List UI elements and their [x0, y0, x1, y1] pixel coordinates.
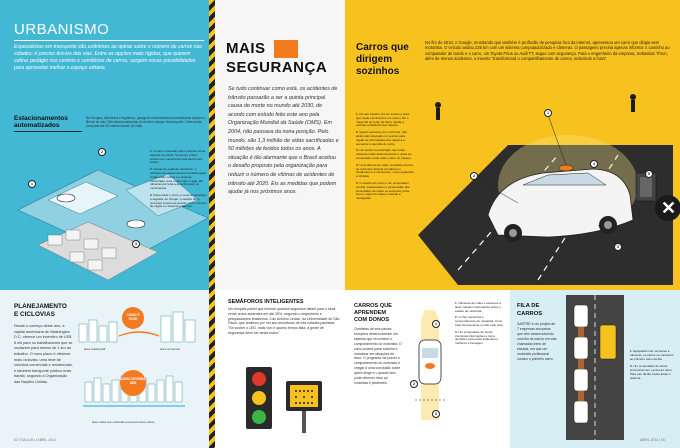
carros-marker-5: 5 [645, 170, 653, 178]
aprendem-step-3-text: Um computador de bordo interpreta informações e toma decisões para evitar acidentes e melhorar a frenagem. [455, 329, 499, 346]
carros-marker-1: 1 [544, 109, 552, 117]
fila-step-2-number: 2 [630, 364, 632, 369]
parking-title: Estacionamentos automatizados [14, 115, 68, 129]
seguranca-title-line1: MAIS [226, 40, 266, 57]
carros-intro: No fim de 2010, o Google, mostrando que também é profissão de pesquisa fora da internet, apresentou um carro que dirigia sem motorista. O veículo andou 225 km com um sistema computadorizado e câmeras. O passageiro precisa apenas informar o caminho ao computador de bordo e o carro, um Toyota Prius ou Audi TT, segue com segurança. Para o engenheiro da empresa, Sebastian Thrun, além de menos acidentes, o invento "transformará o compartilhamento de carros, reduzindo a frota". [425, 40, 670, 62]
parking-step-3-number: 3 [150, 192, 152, 197]
parking-step-2-number: 2 [150, 167, 152, 172]
aprendem-title-line3: COM DONOS [354, 317, 390, 323]
carros-step-5-number: 5 [356, 180, 358, 185]
aprendem-marker-2: 2 [410, 380, 418, 388]
carros-step-2-text: Quatro sensores (um na frente, três atrás) são colocados no veículo para captar as informações dos radares e aumentar a atenção do carro. [356, 130, 407, 146]
fila-step-2: 2. Um computador de bordo sincroniza com o primeiro carro. Para sair da fila, basta ativar o sistema. [630, 364, 673, 380]
close-icon: ✕ [661, 198, 677, 218]
carros-marker-3: 3 [614, 243, 622, 251]
fila-step-2-text: Um computador de bordo sincroniza com o primeiro carro. Para sair da fila, basta ativar o sistema. [630, 364, 673, 380]
carros-title-line2: dirigem [356, 54, 393, 65]
learning-car-illustration [405, 300, 455, 440]
aprendem-step-1-number: 1 [455, 301, 457, 305]
aprendem-step-1-text: Câmeras de vídeo e sensores a laser coletam informações sobre o estado do motorista. [455, 301, 501, 313]
fila-steps [630, 350, 674, 381]
folio-left: 52 | GALILEU | ABRIL 2014 [14, 438, 56, 442]
parking-marker-2: 2 [98, 148, 106, 156]
fila-step-1: 1. Equipados com sensores e câmeras, os carros se conectam ao primeiro carro da fila. [630, 349, 674, 361]
seguranca-body: Se tudo continuar como está, os acidentes de trânsito passarão a ser a quinta principal causa de morte no mundo até 2030, de acordo com estudo feito este ano pela Organização Mundial da Saúde (OMS). Em 2004, não passava da nona posição. Pelo mundo, são 1,3 milhão de vidas sacrificadas e 50 milhões de feridos todos os anos. A situação é tão alarmante que o Brasil aceitou o desafio proposto pela organização para reduzir o número de vítimas de acidentes de trânsito até 2020. Eis as medidas que podem ajudar já nos próximos anos. [228, 86, 339, 196]
zone-mista: área mista com ciclovias para percursos curtos [92, 420, 155, 424]
carros-title-line3: sozinhos [356, 66, 400, 77]
parking-text: Na Hungria, Alemanha e Inglaterra, garagens subterrâneas automatizadas ajudam a liberar as vias. São estacionamentos do mínimo espaço desocupado. Cada andar comporta até 28 metros abaixo do chão. [86, 116, 206, 129]
carros-step-5-text: O cérebro do carro é um computador central, posicionado no porta-malas. Ele junta dados de todos os sensores, junta com o mapa do trajeto e decide a navegação. [356, 180, 410, 201]
city-planning-illustration [75, 310, 207, 430]
aprendem-step-2: 2. O chip memoriza o comportamento do motorista, como frear bruscamente ou não usar seta. [455, 315, 504, 327]
aprendem-title-line2: APRENDEM [354, 310, 387, 316]
carros-step-5: 5. O cérebro do carro é um computador central, posicionado no porta-malas. Ele junta dados de todos os sensores, junta com o mapa do trajeto e decide a navegação. [356, 180, 410, 201]
fila-title-line1: FILA DE [517, 303, 540, 309]
parking-steps [150, 150, 207, 209]
aprendem-title-line1: CARROS QUE [354, 303, 392, 309]
zone-residencial: área residencial [84, 347, 106, 351]
carros-step-4-number: 4 [356, 162, 358, 167]
folio-right: ABRIL 2014 | 53 [640, 438, 665, 442]
parking-title-rule [14, 131, 82, 132]
urbanismo-intro: Especialistas em transporte são unânimes ao opinar sobre o número de carros nas cidades: é preciso tirá-los das vias. Entre as opções mais rígidas, que querem cobrar pedágio nos centros e cemitérios de carros, surgem novas possibilidades para aproveitar melhor o espaço urbano. [14, 44, 202, 71]
urbanismo-title: URBANISMO [14, 21, 110, 38]
semaforos-body: Um simples painel que informe quantos segundos faltam para o sinal verde reduz acidentes em até 25%, segundo o engenheiro e pesquisadores brasileiros. Luiz Antônio Lindau, da Universidade de São Paulo, que analisou por um ano semáforos de três cidades paulistas. "Se souber o LED, mais vivo e quanto tempo falta, a gente de segurança deve ser ainda maior." [228, 307, 340, 335]
carros-step-4: 4. Uma câmera de vídeo montada próxima ao retrovisor detecta semáforos e obstáculos em movimento, como pedestres e ciclistas. [356, 162, 414, 179]
carros-step-3-number: 3 [356, 148, 358, 153]
carros-step-2: 2. Quatro sensores (um na frente, três atrás) são colocados no veículo para captar as informações dos radares e aumentar a atenção do carro. [356, 130, 407, 146]
urbanismo-rule [14, 40, 204, 41]
label-como-e-hoje: COMO É HOJE [122, 307, 144, 329]
carros-title-line1: Carros que [356, 42, 409, 53]
aprendem-step-3: 3. Um computador de bordo interpreta informações e toma decisões para evitar acidentes e melhorar a frenagem. [455, 329, 499, 346]
parking-step-3: 3. Para retirar o carro, a mesma estratégia é seguida. Ao chegar, o usuário faz o processo inverso de acordo com o número de vagas e o sistema o devolve. [150, 192, 207, 209]
car-platoon-illustration [560, 295, 630, 440]
parking-step-2: 2. Depois do cadastro eletrônico, o software de estacionamento analisa quais locais estão vazios e o sistema, motorizado, leva o carro até a vaga. Há câmeras por toda a área filmando os movimentos. [150, 167, 206, 191]
carros-step-4-text: Uma câmera de vídeo montada próxima ao retrovisor detecta semáforos e obstáculos em movimento, como pedestres e ciclistas. [356, 162, 414, 179]
fila-step-1-text: Equipados com sensores e câmeras, os carros se conectam ao primeiro carro da fila. [630, 349, 674, 361]
label-como-deveria-ser: COMO DEVERIA SER [120, 370, 146, 396]
aprendem-steps [455, 302, 505, 346]
aprendem-marker-3: 3 [432, 410, 440, 418]
parking-step-1: 1. O carro é deixado pelo motorista numa espécie de estufa. Sensores a laser avisam se o automóvel está dentro dos limites. [150, 149, 206, 165]
parking-marker-3: 3 [132, 240, 140, 248]
carros-marker-2: 2 [470, 172, 478, 180]
parking-step-3-text: Para retirar o carro, a mesma estratégia é seguida. Ao chegar, o usuário faz o processo inverso de acordo com o número de vagas e o sistema o devolve. [150, 192, 207, 209]
parking-step-2-text: Depois do cadastro eletrônico, o software de estacionamento analisa quais locais estão vazios e o sistema, motorizado, leva o carro até a vaga. Há câmeras por toda a área filmando os movimentos. [150, 167, 206, 191]
seguranca-title-line2: SEGURANÇA [226, 59, 328, 76]
aprendem-body: Cientistas de seis países europeus desenvolveram um sistema que reconhece o comportamento do motorista. O carro poderá parar sozinho e manobrar em situações de risco. O programa vai prever o comportamento do motorista e chegar a uma conclusão sobre quem dirige e o quanto isso pode oferecer risco ao motorista e pedestres. [354, 327, 402, 385]
parking-step-1-text: O carro é deixado pelo motorista numa espécie de estufa. Sensores a laser avisam se o automóvel está dentro dos limites. [150, 149, 206, 165]
parking-marker-1: 1 [28, 180, 36, 188]
aprendem-marker-1: 1 [432, 320, 440, 328]
carros-steps [356, 113, 414, 201]
carros-step-3: 3. Um sensor mecanizado nas rodas traseiras mede deslocamentos e avisa ao computador onde está o carro no espaço. [356, 148, 412, 160]
traffic-light-illustration [228, 355, 338, 440]
semaforos-title: SEMÁFOROS INTELIGENTES [228, 299, 304, 305]
aprendem-step-2-number: 2 [455, 315, 457, 320]
zone-comercial: área comercial [160, 347, 180, 351]
carros-step-1-text: No teto traseiro, há um sensor a laser que mede movimentos em volta e faz o mapa 3D ao redor do carro. Ajuda a calcular a distância dos objetos. [356, 112, 410, 128]
fila-step-1-number: 1 [630, 349, 632, 353]
carros-step-1: 1. No teto traseiro, há um sensor a laser que mede movimentos em volta e faz o mapa 3D ao redor do carro. Ajuda a calcular a distância dos objetos. [356, 112, 410, 128]
carros-step-3-text: Um sensor mecanizado nas rodas traseiras mede deslocamentos e avisa ao computador onde está o carro no espaço. [356, 148, 412, 160]
aprendem-step-1: 1. Câmeras de vídeo e sensores a laser coletam informações sobre o estado do motorista. [455, 301, 501, 313]
parking-step-1-number: 1 [150, 149, 152, 153]
seguranca-orange-block [274, 40, 298, 58]
carros-marker-4: 4 [590, 160, 598, 168]
aprendem-step-3-number: 3 [455, 329, 457, 334]
planejamento-title-line1: PLANEJAMENTO [14, 303, 67, 310]
aprendem-step-2-text: O chip memoriza o comportamento do motorista, como frear bruscamente ou não usar seta. [455, 315, 504, 327]
planejamento-title-line2: E CICLOVIAS [14, 311, 55, 318]
carros-step-1-number: 1 [356, 112, 358, 116]
fila-body: SARTRE é um projeto de 7 empresas europeias que vêm desenvolvendo uma fila de carros em vias chamadas trens de estrada, em que um motorista profissional conduz o primeiro carro. [517, 322, 557, 361]
carros-step-2-number: 2 [356, 130, 358, 135]
planejamento-body: Desde o começo deste ano, a capital americana de Washington D.C. oferece um incentivo de US$ 6 mil para os trabalhadores que se mudarem para menos de 1 km do trabalho. O novo plano é oferecer mais ciclovias, uma rede de ciclovias comerciais e residenciais, e também transporte público mais barato, segundo a Organização das Nações Unidas. [14, 324, 73, 384]
fila-title-line2: CARROS [517, 311, 543, 317]
